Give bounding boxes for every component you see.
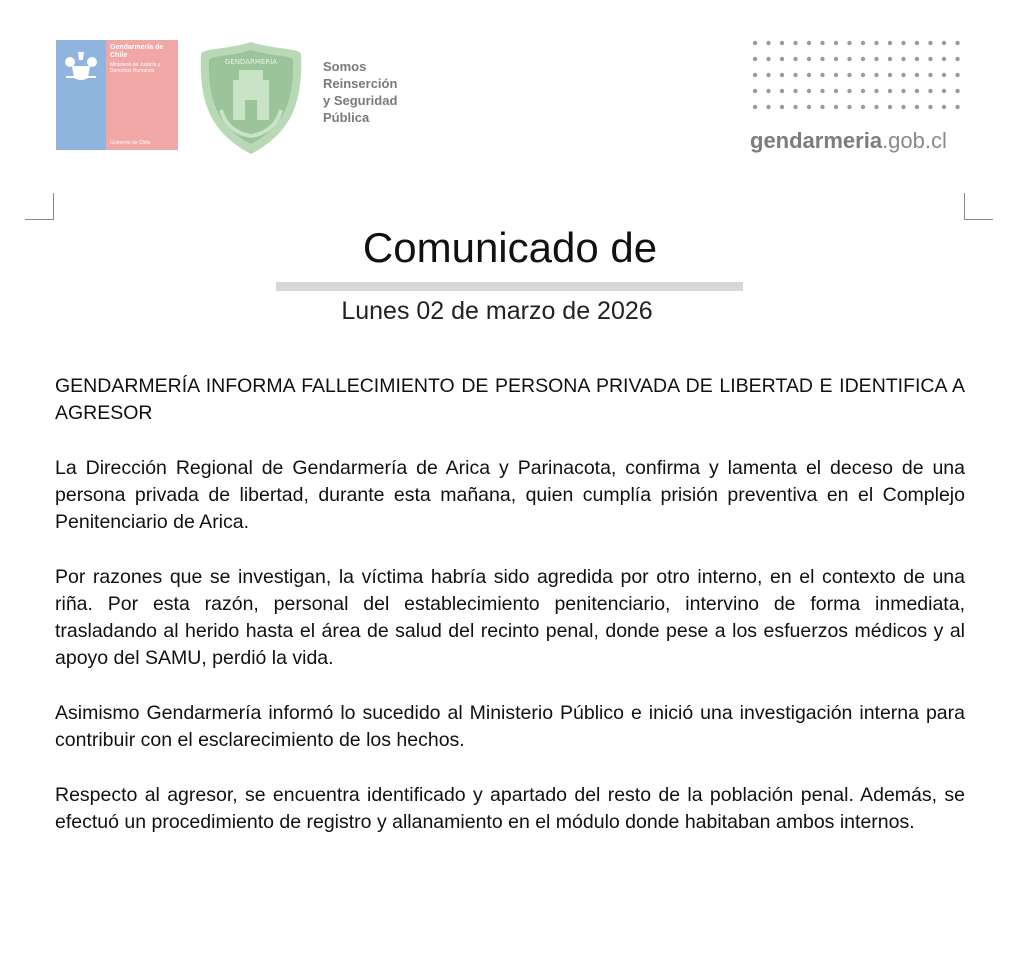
pattern-dot <box>780 41 784 45</box>
pattern-dot <box>861 89 865 93</box>
dot-pattern-decoration <box>752 40 962 120</box>
tagline-line-4: Pública <box>323 110 370 125</box>
document-date: Lunes 02 de marzo de 2026 <box>341 297 653 325</box>
pattern-dot <box>807 73 811 77</box>
pattern-dot <box>847 57 851 61</box>
pattern-dot <box>915 89 919 93</box>
pattern-dot <box>780 57 784 61</box>
shield-label: GENDARMERÍA <box>224 58 278 66</box>
pattern-dot <box>861 41 865 45</box>
pattern-dot <box>766 73 770 77</box>
paragraph-3: Asimismo Gendarmería informó lo sucedido al Ministerio Público e inició una investigación interna para contribuir con el esclarecimiento de los hechos. <box>55 702 965 751</box>
website-suffix: .gob.cl <box>882 128 947 153</box>
pattern-dot <box>766 89 770 93</box>
pattern-dot <box>753 73 757 77</box>
pattern-dot <box>780 105 784 109</box>
pattern-dot <box>928 89 932 93</box>
pattern-dot <box>820 57 824 61</box>
pattern-dot <box>955 73 959 77</box>
title-underline <box>276 282 743 291</box>
pattern-dot <box>780 89 784 93</box>
pattern-dot <box>915 105 919 109</box>
pattern-dot <box>888 105 892 109</box>
pattern-dot <box>753 41 757 45</box>
pattern-dot <box>888 89 892 93</box>
gobierno-de-chile-logo <box>56 40 178 150</box>
pattern-dot <box>834 57 838 61</box>
pattern-dot <box>766 57 770 61</box>
pattern-dot <box>928 41 932 45</box>
pattern-dot <box>901 57 905 61</box>
pattern-dot <box>807 105 811 109</box>
pattern-dot <box>942 41 946 45</box>
pattern-dot <box>874 89 878 93</box>
tagline <box>323 58 397 126</box>
logo-red-block <box>106 40 178 150</box>
pattern-dot <box>820 73 824 77</box>
coat-of-arms-icon <box>62 48 100 82</box>
paragraph-2: Por razones que se investigan, la víctima habría sido agredida por otro interno, en el contexto de una riña. Por esta razón, personal del establecimiento penitenciario, intervino de forma inmediata, trasladando al herido hasta el área de salud del recinto penal, donde pese a los esfuerzos médicos y al apoyo del SAMU, perdió la vida. <box>55 566 965 669</box>
crop-mark-left <box>25 193 54 220</box>
pattern-dot <box>753 89 757 93</box>
pattern-dot <box>942 89 946 93</box>
pattern-dot <box>807 57 811 61</box>
pattern-dot <box>915 73 919 77</box>
pattern-dot <box>793 73 797 77</box>
pattern-dot <box>847 89 851 93</box>
pattern-dot <box>834 73 838 77</box>
pattern-dot <box>888 41 892 45</box>
pattern-dot <box>942 105 946 109</box>
tagline-line-3: y Seguridad <box>323 93 398 108</box>
pattern-dot <box>753 57 757 61</box>
pattern-dot <box>807 89 811 93</box>
pattern-dot <box>793 41 797 45</box>
pattern-dot <box>766 105 770 109</box>
document-title: Comunicado de <box>362 224 658 271</box>
pattern-dot <box>874 105 878 109</box>
tagline-line-2: Reinserción <box>323 76 398 91</box>
pattern-dot <box>847 73 851 77</box>
gendarmeria-shield-icon <box>197 40 305 156</box>
pattern-dot <box>820 105 824 109</box>
paragraph-4: Respecto al agresor, se encuentra identificado y apartado del resto de la población penal. Además, se efectuó un procedimiento de registro y allanamiento en el módulo donde habitaban ambos internos. <box>55 784 965 833</box>
pattern-dot <box>874 57 878 61</box>
pattern-dot <box>847 105 851 109</box>
pattern-dot <box>901 41 905 45</box>
pattern-dot <box>780 73 784 77</box>
pattern-dot <box>793 105 797 109</box>
website-url <box>750 128 947 154</box>
logo-footer: Gobierno de Chile <box>110 140 151 146</box>
pattern-dot <box>753 105 757 109</box>
pattern-dot <box>793 89 797 93</box>
pattern-dot <box>901 105 905 109</box>
crop-mark-right <box>964 193 993 220</box>
pattern-dot <box>901 73 905 77</box>
website-domain: gendarmeria <box>750 128 883 153</box>
pattern-dot <box>942 73 946 77</box>
pattern-dot <box>874 73 878 77</box>
pattern-dot <box>928 105 932 109</box>
document-body <box>55 373 965 864</box>
page-header <box>0 0 1024 170</box>
pattern-dot <box>793 57 797 61</box>
pattern-dot <box>888 57 892 61</box>
logo-ministry: Ministerio de Justicia y Derechos Humanos <box>110 62 161 74</box>
pattern-dot <box>955 41 959 45</box>
tagline-line-1: Somos <box>323 59 367 74</box>
pattern-dot <box>915 41 919 45</box>
pattern-dot <box>847 41 851 45</box>
pattern-dot <box>901 89 905 93</box>
logo-blue-block <box>56 40 106 150</box>
pattern-dot <box>915 57 919 61</box>
paragraph-1: La Dirección Regional de Gendarmería de Arica y Parinacota, confirma y lamenta el deceso de una persona privada de libertad, durante esta mañana, quien cumplía prisión preventiva en el Complejo Penitenciario de Arica. <box>55 457 965 533</box>
pattern-dot <box>861 73 865 77</box>
logo-institution-name: Gendarmería de Chile <box>110 44 164 59</box>
pattern-dot <box>820 41 824 45</box>
pattern-dot <box>955 57 959 61</box>
pattern-dot <box>834 41 838 45</box>
pattern-dot <box>928 57 932 61</box>
pattern-dot <box>766 41 770 45</box>
pattern-dot <box>928 73 932 77</box>
pattern-dot <box>888 73 892 77</box>
pattern-dot <box>861 57 865 61</box>
pattern-dot <box>834 105 838 109</box>
pattern-dot <box>955 89 959 93</box>
pattern-dot <box>955 105 959 109</box>
pattern-dot <box>834 89 838 93</box>
pattern-dot <box>874 41 878 45</box>
press-headline: GENDARMERÍA INFORMA FALLECIMIENTO DE PERSONA PRIVADA DE LIBERTAD E IDENTIFICA A AGRESOR <box>55 375 965 424</box>
pattern-dot <box>861 105 865 109</box>
pattern-dot <box>807 41 811 45</box>
pattern-dot <box>820 89 824 93</box>
pattern-dot <box>942 57 946 61</box>
